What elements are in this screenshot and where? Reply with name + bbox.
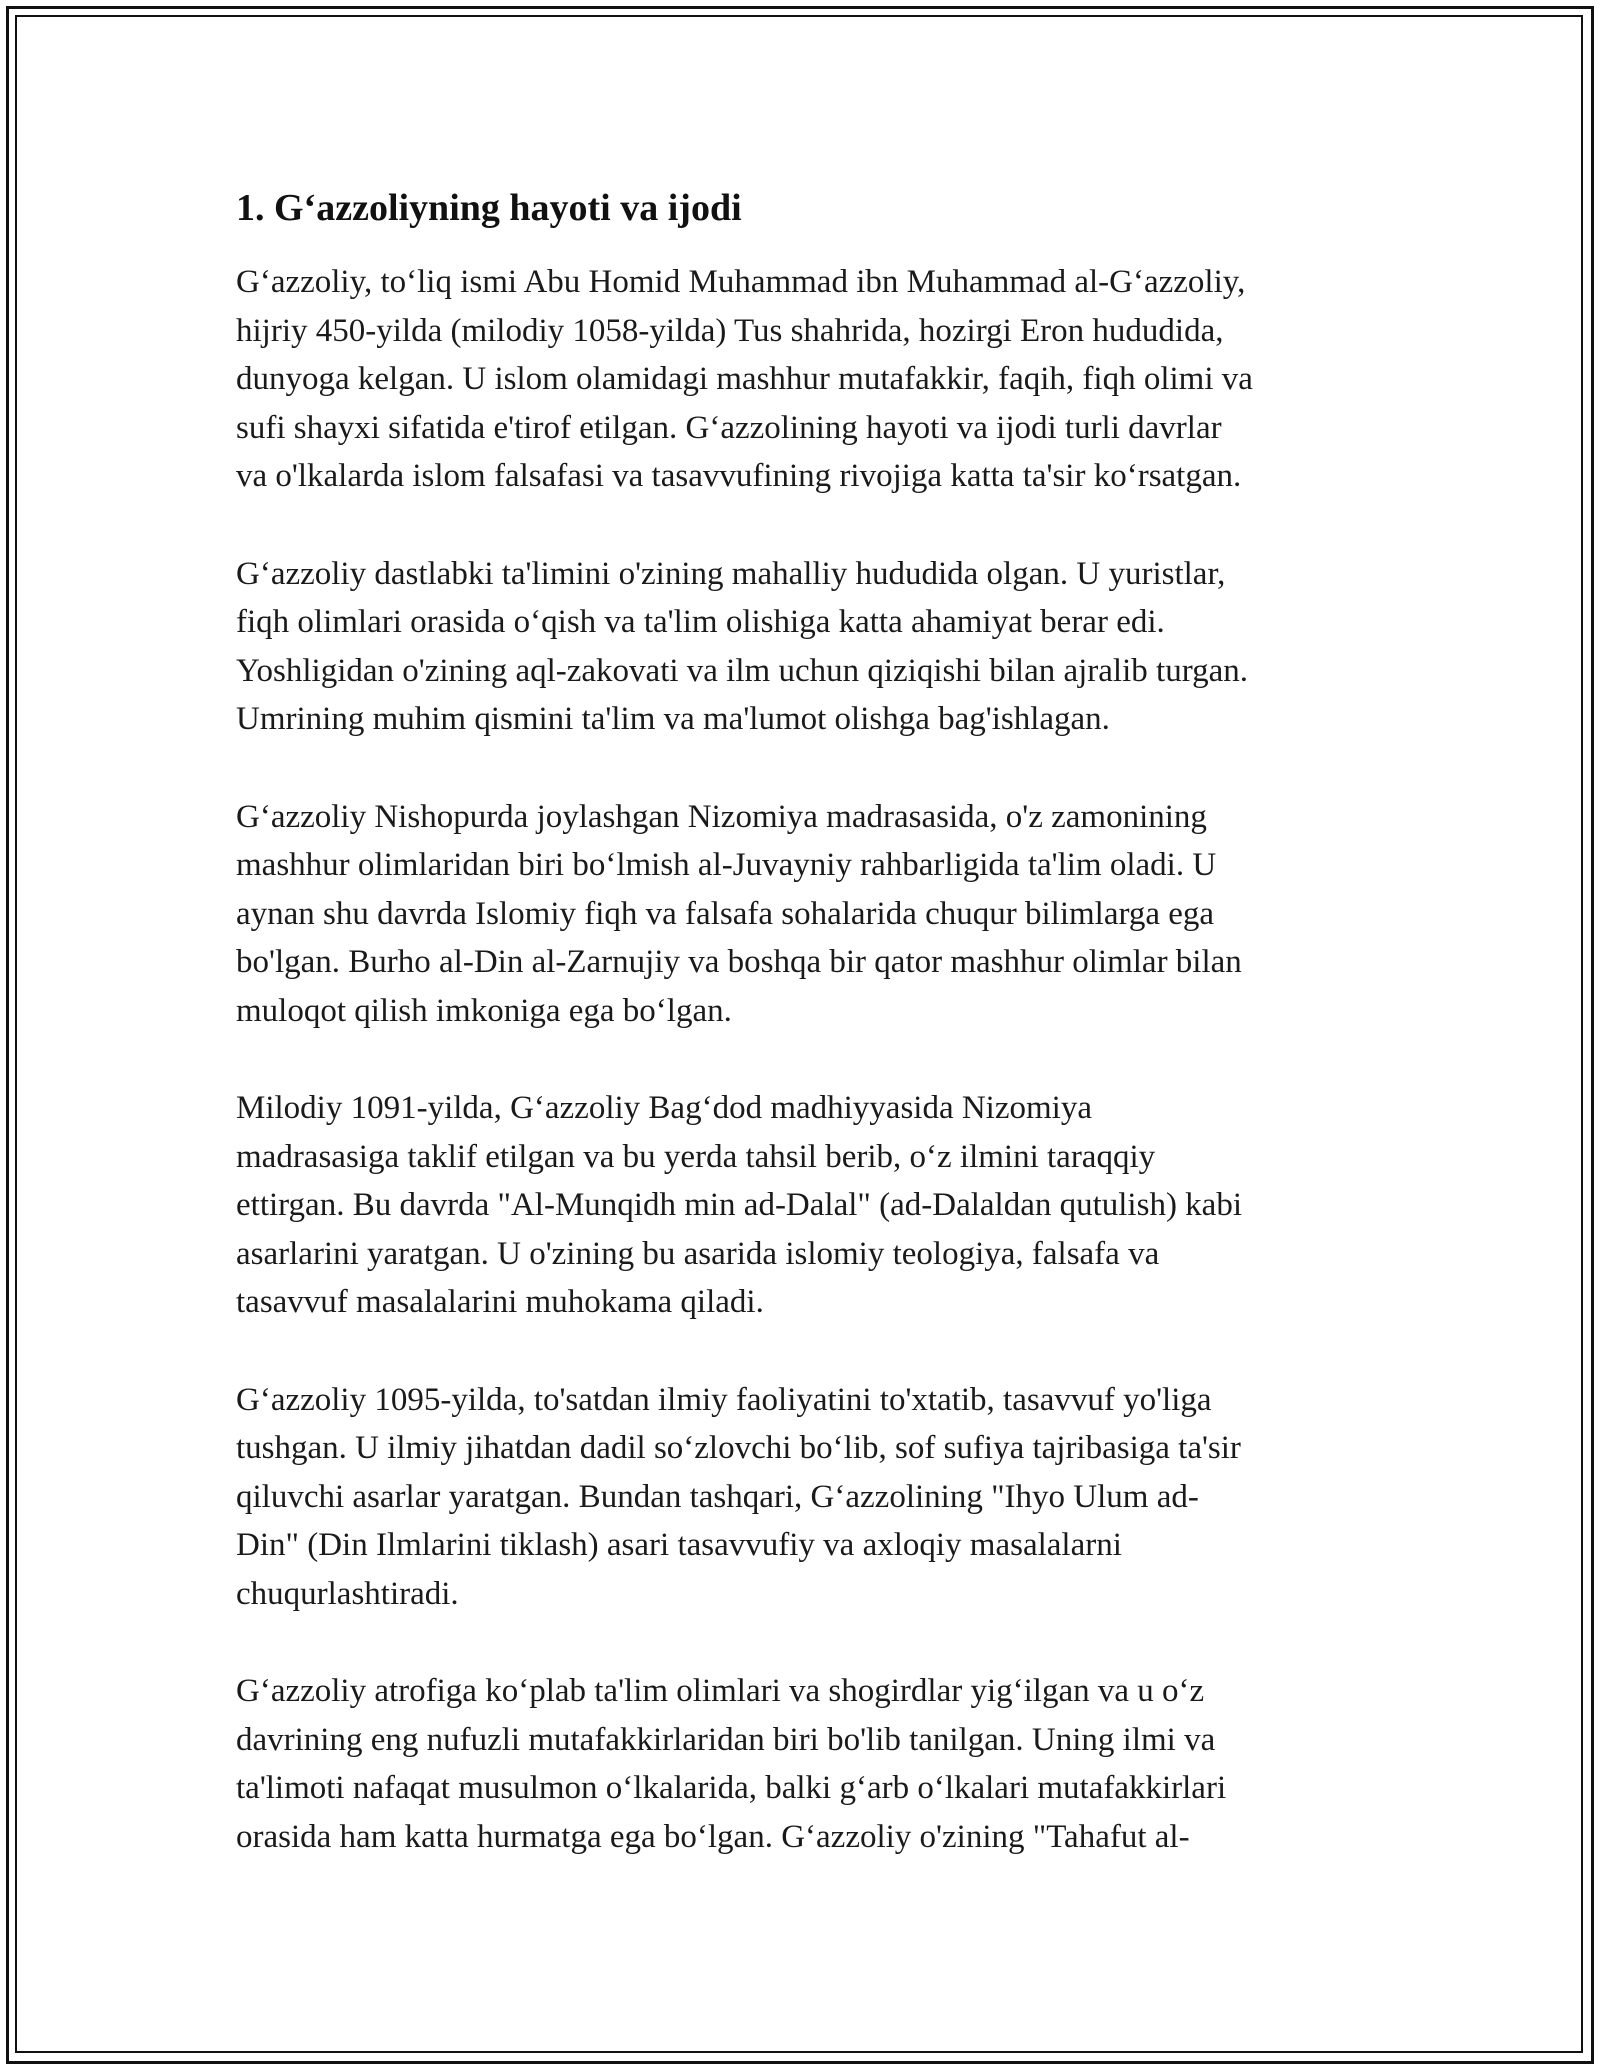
paragraph-5: G‘azzoliy 1095-yilda, to'satdan ilmiy faoliyatini to'xtatib, tasavvuf yo'liga tushgan. U ilmiy jihatdan dadil so‘zlovchi bo‘lib, sof sufiya tajribasiga ta'sir qiluvchi asarlar yaratgan. Bundan tashqari, G‘azzolining "Ihyo Ulum ad- Din" (Din Ilmlarini tiklash) asari tasavvufiy va axloqiy masalalarni chuqurlashtiradi.: [236, 1381, 1241, 1612]
section-heading: 1. G‘azzoliyning hayoti va ijodi: [236, 187, 742, 229]
paragraph-2: G‘azzoliy dastlabki ta'limini o'zining mahalliy hududida olgan. U yuristlar, fiqh olimlari orasida o‘qish va ta'lim olishiga katta ahamiyat berar edi. Yoshligidan o'zining aql-zakovati va ilm uchun qiziqishi bilan ajralib turgan. Umrining muhim qismini ta'lim va ma'lumot olishga bag'ishlagan.: [236, 555, 1248, 737]
paragraph-3: G‘azzoliy Nishopurda joylashgan Nizomiya madrasasida, o'z zamonining mashhur olimlaridan biri bo‘lmish al-Juvayniy rahbarligida ta'lim oladi. U aynan shu davrda Islomiy fiqh va falsafa sohalarida chuqur bilimlarga ega bo'lgan. Burho al-Din al-Zarnujiy va boshqa bir qator mashhur olimlar bilan muloqot qilish imkoniga ega bo‘lgan.: [236, 798, 1242, 1029]
document-body: [236, 184, 1386, 1910]
paragraph-4: Milodiy 1091-yilda, G‘azzoliy Bag‘dod madhiyyasida Nizomiya madrasasiga taklif etilgan va bu yerda tahsil berib, o‘z ilmini taraqqiy ettirgan. Bu davrda "Al-Munqidh min ad-Dalal" (ad-Dalaldan qutulish) kabi asarlarini yaratgan. U o'zining bu asarida islomiy teologiya, falsafa va tasavvuf masalalarini muhokama qiladi.: [236, 1090, 1243, 1320]
paragraph-1: G‘azzoliy, to‘liq ismi Abu Homid Muhammad ibn Muhammad al-G‘azzoliy, hijriy 450-yilda (milodiy 1058-yilda) Tus shahrida, hozirgi Eron hududida, dunyoga kelgan. U islom olamidagi mashhur mutafakkir, faqih, fiqh olimi va sufi shayxi sifatida e'tirof etilgan. G‘azzolining hayoti va ijodi turli davrlar va o'lkalarda islom falsafasi va tasavvufining rivojiga katta ta'sir ko‘rsatgan.: [236, 264, 1253, 494]
paragraph-6: G‘azzoliy atrofiga ko‘plab ta'lim olimlari va shogirdlar yig‘ilgan va u o‘z davrining eng nufuzli mutafakkirlaridan biri bo'lib tanilgan. Uning ilmi va ta'limoti nafaqat musulmon o‘lkalarida, balki g‘arb o‘lkalari mutafakkirlari orasida ham katta hurmatga ega bo‘lgan. G‘azzoliy o'zining "Tahafut al-: [236, 1673, 1227, 1855]
